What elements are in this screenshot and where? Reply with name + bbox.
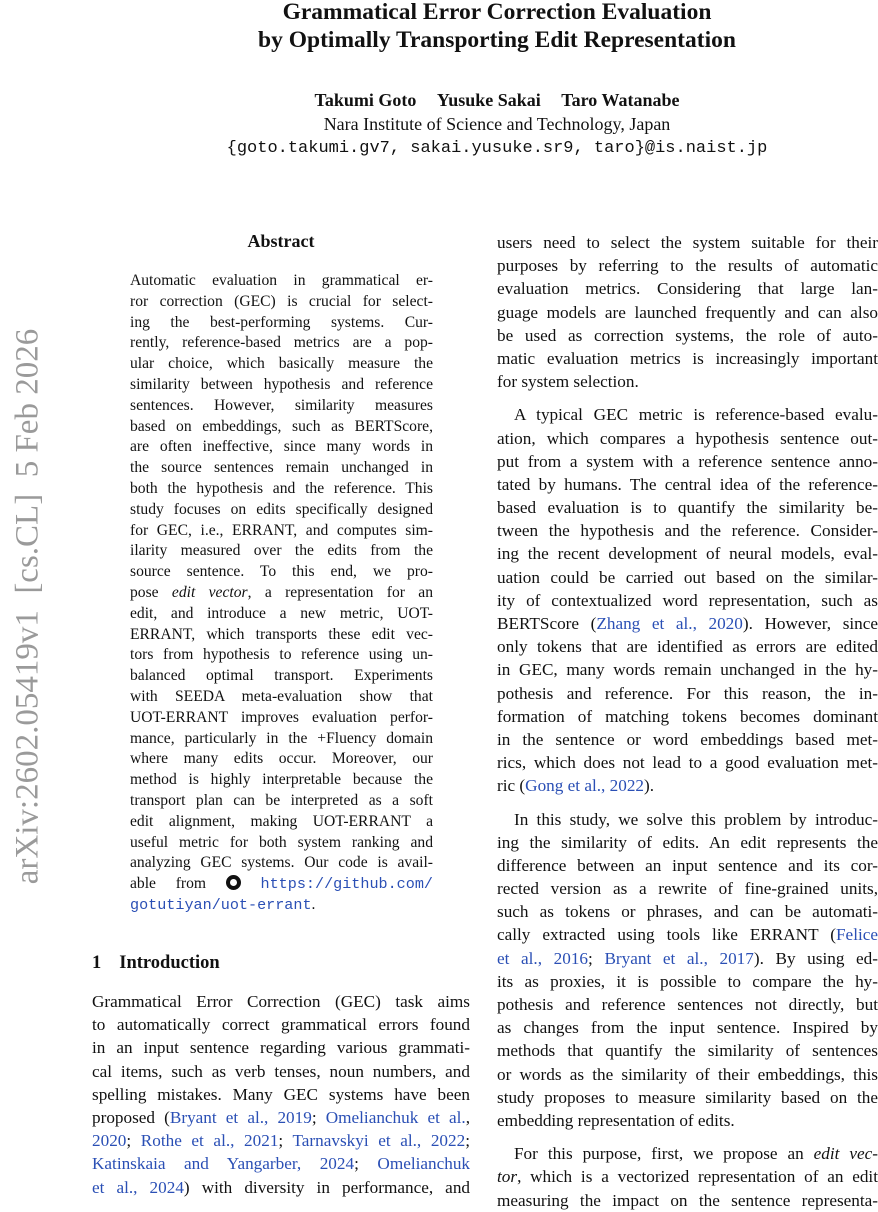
author: Takumi Goto: [314, 90, 417, 110]
introduction-right-column: [497, 231, 878, 1212]
text-line: users need to select the system suitable for their: [497, 233, 878, 252]
introduction-left-column: [92, 990, 470, 1199]
text-line: for GEC, i.e., ERRANT, and computes sim-: [130, 521, 433, 539]
paper-title: [0, 0, 878, 54]
title-line-1: Grammatical Error Correction Evaluation: [282, 0, 712, 25]
section-title: Introduction: [119, 953, 220, 973]
text-line: analyzing GEC systems. Our code is avail-: [130, 854, 433, 872]
text-line: tors from hypothesis to reference using un-: [130, 646, 433, 664]
citation-link[interactable]: Tarnavskyi et al., 2022: [292, 1131, 466, 1151]
text-line: matic evaluation metrics is increasingly important: [497, 348, 878, 368]
text-line: based evaluation is to quantify the similarity be-: [497, 498, 878, 518]
text-line: ror correction (GEC) is crucial for select-: [130, 292, 433, 310]
citation-link[interactable]: Zhang et al., 2020: [596, 614, 743, 633]
text-line: based on embeddings, such as BERTScore,: [130, 417, 433, 435]
paragraph: [130, 271, 433, 916]
text-line: For this purpose, first, we propose an edit vec-: [514, 1144, 878, 1164]
arxiv-stamp: arXiv:2602.05419v1 [cs.CL] 5 Feb 2026: [9, 328, 46, 885]
text-line: evaluation metrics. Considering that large lan-: [497, 279, 878, 299]
text-line: ilarity measured over the edits from the: [130, 542, 433, 560]
text-line: the source sentences remain unchanged in: [130, 459, 433, 477]
author-list: [0, 90, 878, 111]
text-line: ing the similarity of edits. An edit represents the: [497, 832, 878, 852]
text-line: balanced optimal transport. Experiments: [130, 667, 433, 685]
text-line: or words as the similarity of their embeddings, this: [497, 1064, 878, 1084]
title-line-2: by Optimally Transporting Edit Representation: [258, 27, 736, 53]
text-line: pothesis and reference sentences not directly, but: [497, 995, 878, 1014]
text-line: similarity between hypothesis and reference: [130, 375, 433, 393]
text-line: mance, particularly in the +Fluency domain: [130, 729, 433, 747]
text-line: able from https://github.com/: [130, 875, 433, 894]
citation-link[interactable]: Rothe et al., 2021: [140, 1131, 279, 1151]
github-icon: [226, 875, 241, 890]
text-line: Grammatical Error Correction (GEC) task aims: [92, 992, 470, 1011]
citation-link[interactable]: Katinskaia and Yangarber, 2024: [92, 1154, 355, 1174]
text-line: pothesis and reference. For this reason, the in-: [497, 683, 878, 703]
text-line: tween the hypothesis and the reference. Consider-: [497, 521, 878, 541]
citation-link[interactable]: Gong et al., 2022: [525, 776, 645, 796]
text-line: proposed (Bryant et al., 2019; Omelianchuk et al.,: [92, 1107, 471, 1127]
text-line: Katinskaia and Yangarber, 2024; Omelianchuk: [92, 1154, 471, 1174]
text-line: In this study, we solve this problem by introduc-: [514, 809, 878, 829]
code-url-link[interactable]: https://github.com/: [260, 875, 433, 894]
citation-link[interactable]: et al., 2024: [92, 1177, 184, 1197]
paragraph: [497, 403, 878, 797]
citation-link[interactable]: et al., 2016: [497, 948, 589, 968]
text-line: in GEC, many words remain unchanged in the hy-: [497, 660, 878, 680]
text-line: rics, which does not lead to a good evaluation met-: [497, 753, 878, 773]
paragraph: [92, 990, 470, 1199]
abstract-heading: Abstract: [247, 231, 315, 251]
text-line: edit alignment, making UOT-ERRANT a: [130, 812, 433, 830]
text-line: et al., 2024) with diversity in performance, and: [92, 1177, 471, 1197]
section-number: 1: [92, 953, 102, 973]
citation-link[interactable]: Omelianchuk: [377, 1154, 471, 1174]
text-line: to automatically correct grammatical errors found: [92, 1015, 470, 1035]
text-line: study focuses on edits specifically designed: [130, 500, 433, 518]
citation-link[interactable]: Bryant et al., 2017: [604, 948, 754, 968]
text-line: rently, reference-based metrics are a pop-: [130, 334, 433, 352]
text-line: guage models are launched frequently and can also: [497, 302, 878, 322]
text-line: such as tokens or phrases, and can be automati-: [497, 902, 878, 922]
text-line: with SEEDA meta-evaluation show that: [130, 687, 433, 705]
author: Taro Watanabe: [561, 90, 680, 110]
text-line: only tokens that are identified as errors are edited: [497, 637, 878, 657]
text-line: method is highly interpretable because the: [130, 771, 433, 789]
text-line: BERTScore (Zhang et al., 2020). However, since: [497, 614, 878, 633]
text-line: ation, which compares a hypothesis sentence out-: [497, 428, 878, 448]
author: Yusuke Sakai: [436, 90, 541, 110]
text-line: measuring the impact on the sentence representa-: [497, 1190, 878, 1210]
affiliation: Nara Institute of Science and Technology, Japan: [323, 114, 671, 134]
text-line: edit, and introduce a new metric, UOT-: [130, 604, 433, 622]
text-line: both the hypothesis and the reference. This: [130, 479, 433, 497]
author-emails: {goto.takumi.gv7, sakai.yusuke.sr9, taro}@is.naist.jp: [226, 139, 768, 158]
text-line: spelling mistakes. Many GEC systems have been: [92, 1084, 470, 1104]
text-line: ric (Gong et al., 2022).: [497, 776, 655, 796]
text-line: tated by humans. The central idea of the reference-: [497, 474, 878, 494]
text-line: cal items, such as verb tenses, noun numbers, and: [92, 1061, 470, 1081]
paragraph: [497, 1142, 878, 1212]
citation-link[interactable]: 2020: [92, 1131, 127, 1151]
text-line: for system selection.: [497, 372, 639, 392]
text-line: A typical GEC metric is reference-based evalu-: [514, 405, 878, 425]
text-line: its as proxies, it is possible to compare the hy-: [497, 971, 878, 991]
text-line: ular choice, which basically measure the: [130, 355, 433, 373]
text-line: embedding representation of edits.: [497, 1110, 735, 1130]
emphasized-term: tor: [497, 1167, 518, 1187]
text-line: sentences. However, similarity measures: [130, 396, 433, 414]
text-line: as changes from the input sentence. Inspired by: [497, 1018, 878, 1038]
text-line: 2020; Rothe et al., 2021; Tarnavskyi et al., 2022;: [92, 1131, 470, 1151]
text-line: gotutiyan/uot-errant.: [130, 895, 316, 914]
citation-link[interactable]: Bryant et al., 2019: [169, 1107, 312, 1127]
text-line: study proposes to measure similarity based on the: [497, 1087, 878, 1107]
abstract-body: [130, 271, 433, 916]
text-line: ERRANT, which transports these edit vec-: [130, 625, 433, 643]
text-line: Automatic evaluation in grammatical er-: [130, 272, 433, 289]
citation-link[interactable]: Felice: [836, 925, 878, 945]
section-heading-introduction: [92, 953, 220, 974]
text-line: useful metric for both system ranking and: [130, 833, 433, 851]
paragraph: [497, 808, 878, 1133]
emphasized-term: edit vec-: [813, 1144, 878, 1164]
text-line: source sentence. To this end, we pro-: [130, 563, 433, 581]
paragraph: [497, 231, 878, 393]
text-line: rected version as a rewrite of fine-grained units,: [497, 879, 878, 899]
text-line: formation of matching tokens becomes dominant: [497, 706, 878, 726]
emphasized-term: edit vector: [171, 583, 248, 601]
text-line: difference between an input sentence and its cor-: [497, 855, 878, 875]
text-line: UOT-ERRANT improves evaluation perfor-: [130, 708, 433, 726]
text-line: are often ineffective, since many words in: [130, 438, 433, 456]
text-line: cally extracted using tools like ERRANT (Felice: [497, 925, 878, 945]
text-line: be used as correction systems, the role of auto-: [497, 325, 878, 345]
text-line: put from a system with a reference sentence anno-: [497, 451, 878, 471]
text-line: tor, which is a vectorized representation of an edit: [497, 1167, 878, 1187]
text-line: methods that quantify the similarity of sentences: [497, 1041, 878, 1061]
citation-link[interactable]: Omelianchuk et al.: [325, 1107, 466, 1127]
text-line: pose edit vector, a representation for an: [130, 583, 433, 601]
text-line: ing the recent development of neural models, eval-: [497, 544, 878, 564]
text-line: purposes by referring to the results of automatic: [497, 256, 878, 276]
text-line: ing the best-performing systems. Cur-: [130, 313, 433, 331]
text-line: ity of contextualized word representation, such as: [497, 590, 878, 610]
code-url-link[interactable]: gotutiyan/uot-errant: [130, 895, 312, 914]
text-line: uation could be carried out based on the similar-: [497, 567, 878, 587]
text-line: transport plan can be interpreted as a soft: [130, 791, 433, 809]
text-line: in the sentence or word embeddings based met-: [497, 729, 878, 749]
text-line: in an input sentence regarding various grammati-: [92, 1038, 470, 1058]
text-line: et al., 2016; Bryant et al., 2017). By using ed-: [497, 948, 878, 968]
text-line: where many edits occur. Moreover, our: [130, 750, 433, 768]
